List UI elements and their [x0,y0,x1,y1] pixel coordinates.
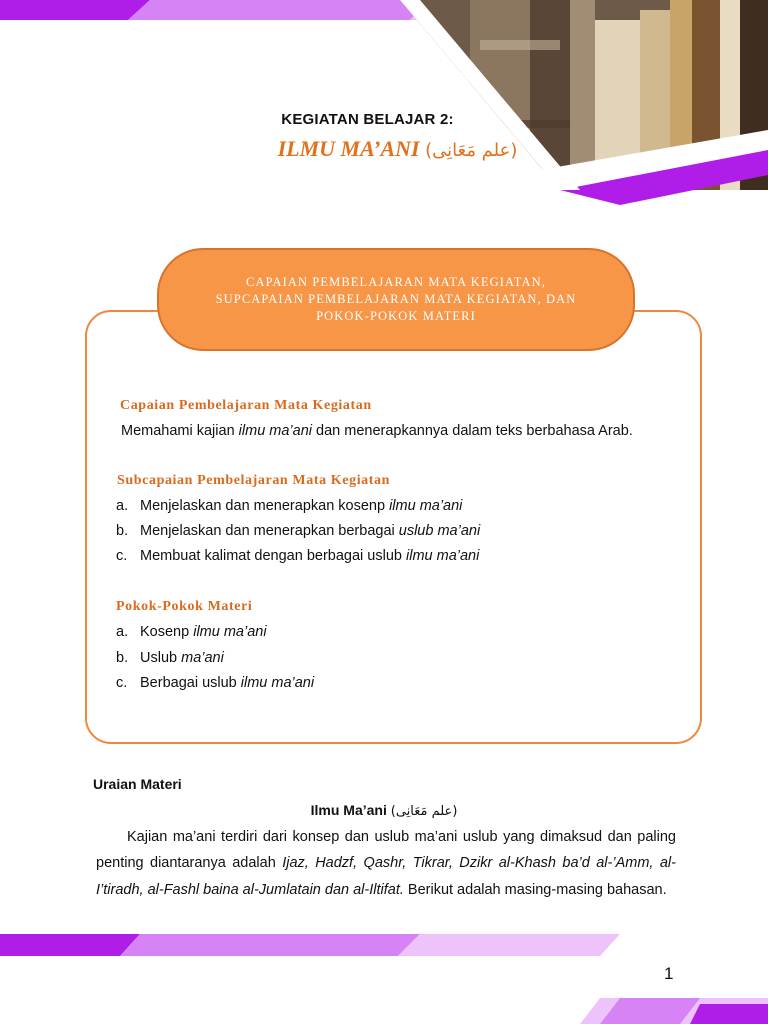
paragraph-italic: Ijaz, Hadzf, Qashr, Tikrar, Dzikr al-Khash ba’d al-’Amm, al-I’tiradh, al-Fashl baina al-Jumlatain dan al-Iltifat. [96,855,676,898]
footer-decoration [0,930,768,1024]
list-item [116,523,480,539]
list-text: Uslub [140,650,182,666]
main-title-latin: ILMU MA’ANI [277,136,420,161]
list-marker: a. [116,624,129,640]
page-number: 1 [664,964,674,983]
list-text: Menjelaskan dan menerapkan berbagai [140,523,399,539]
list-text-italic: ilmu ma’ani [193,624,267,640]
banner-line-3: POKOK-POKOK MATERI [316,309,476,323]
pokok-heading: Pokok-Pokok Materi [116,599,253,614]
paragraph-text-end: Berikut adalah masing-masing bahasan. [403,881,667,898]
list-marker: c. [116,675,128,691]
uraian-subtitle-latin: Ilmu Ma’ani [310,802,387,818]
list-text: Menjelaskan dan menerapkan kosenp [140,498,390,514]
banner-line-1: CAPAIAN PEMBELAJARAN MATA KEGIATAN, [246,275,546,289]
uraian-subtitle [0,802,768,819]
list-item [116,650,224,666]
list-text: Membuat kalimat dengan berbagai uslub [140,548,406,564]
header-decoration [0,0,768,205]
list-item [116,675,314,691]
list-marker: a. [116,498,129,514]
capaian-text [121,423,633,439]
list-text: Berbagai uslub [140,675,241,691]
list-text-italic: uslub ma’ani [398,523,481,539]
list-text: Kosenp [140,624,194,640]
list-item [116,498,462,514]
list-marker: b. [116,523,129,539]
paragraph-text: Kajian ma’ani terdiri dari konsep dan uslub ma’ani uslub yang dimaksud dan paling penting diantaranya adalah [96,829,676,872]
main-title [0,136,768,162]
learning-goals-banner [157,248,635,351]
main-title-arabic: (علم مَعَانِى) [425,140,518,161]
capaian-text-a: Memahami kajian [121,423,239,439]
uraian-paragraph [96,824,676,903]
banner-line-2: SUPCAPAIAN PEMBELAJARAN MATA KEGIATAN, DAN [215,292,577,306]
list-text-italic: ilmu ma’ani [406,548,480,564]
capaian-heading: Capaian Pembelajaran Mata Kegiatan [120,398,372,413]
uraian-heading: Uraian Materi [93,776,182,792]
capaian-text-b: dan menerapkannya dalam teks berbahasa Arab. [312,423,633,439]
kegiatan-label: KEGIATAN BELAJAR 2: [281,111,454,128]
list-text-italic: ilmu ma’ani [240,675,315,691]
subcapaian-heading: Subcapaian Pembelajaran Mata Kegiatan [117,473,391,488]
uraian-subtitle-arabic: (علم مَعَانِى) [390,804,458,819]
capaian-text-italic: ilmu ma’ani [238,423,313,439]
list-marker: c. [116,548,128,564]
list-marker: b. [116,650,129,666]
list-item [116,548,479,564]
list-text-italic: ma’ani [181,650,224,666]
list-item [116,624,267,640]
list-text-italic: ilmu ma’ani [389,498,463,514]
